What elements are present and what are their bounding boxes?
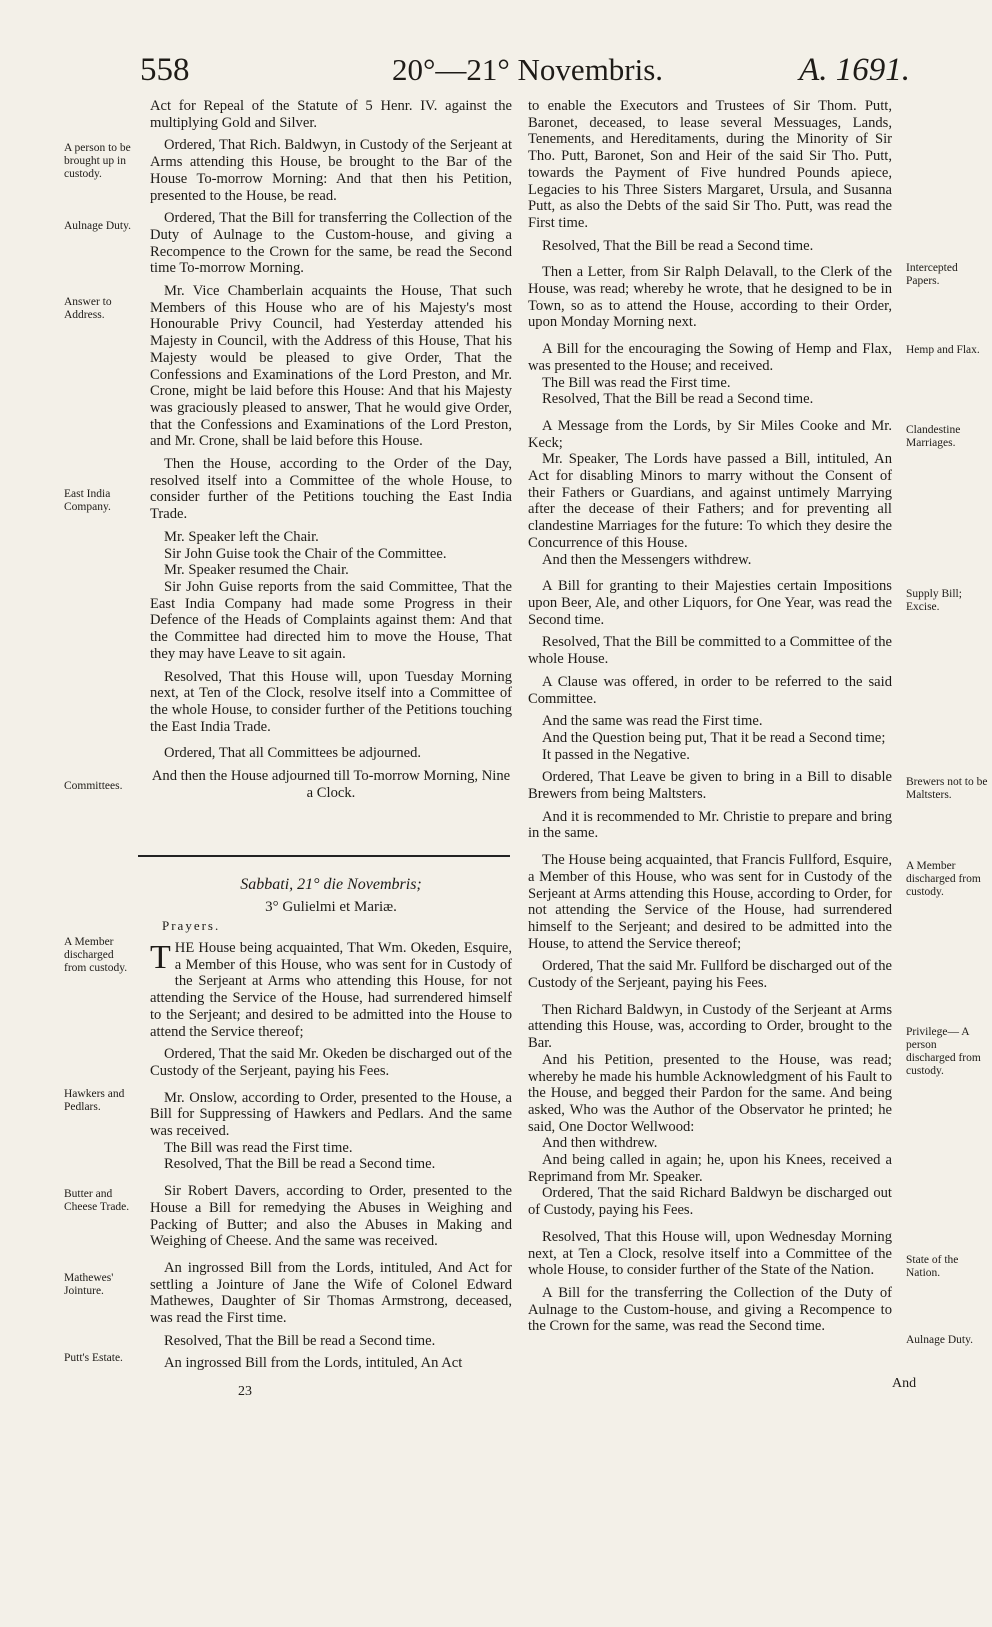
page-number: 558 <box>140 52 190 88</box>
prayers-heading: Prayers. <box>162 918 221 933</box>
margin-note: Aulnage Duty. <box>906 1334 973 1346</box>
margin-note: A person to be brought up in custody. <box>64 142 131 180</box>
page-year: A. 1691. <box>799 52 910 88</box>
paragraph: THE House being acquainted, That Wm. Okeden, Esquire, a Member of this House, who was sent for in Custody of the Serjeant at Arms who attending this House, for not attending the Service of the House, had surrendered himself to the Serjeant; and desired to be admitted into the House to attend the Service thereof; <box>150 939 512 1040</box>
paragraph: A Bill for the encouraging the Sowing of Hemp and Flax, was presented to the House; and received. <box>528 341 892 374</box>
sitting-title: Sabbati, 21° die Novembris; <box>240 876 422 893</box>
paragraph: A Bill for granting to their Majesties certain Impositions upon Beer, Ale, and other Liquors, for One Year, was read the Second time. <box>528 578 892 628</box>
margin-note: Answer to Address. <box>64 296 112 321</box>
paragraph: And then the House adjourned till To-morrow Morning, Nine a Clock. <box>151 768 511 801</box>
sitting-subtitle: 3° Gulielmi et Mariæ. <box>265 899 397 915</box>
paragraph: And the same was read the First time. <box>542 713 763 730</box>
paragraph: Ordered, That the said Mr. Fullford be discharged out of the Custody of the Serjeant, paying his Fees. <box>528 958 892 992</box>
paragraph: Ordered, That all Committees be adjourned. <box>164 745 422 762</box>
margin-note: East India Company. <box>64 488 111 513</box>
paragraph: A Clause was offered, in order to be referred to the said Committee. <box>528 673 892 707</box>
paragraph: A Bill for the transferring the Collection of the Duty of Aulnage to the Custom-house, and giving a Recompence to the Crown for the same, was read the Second time. <box>528 1285 892 1335</box>
paragraph: Sir John Guise reports from the said Committee, That the East India Company had made some Progress in their Defence of the Heads of Complaints against them: And that the Committee had directed him to move the House, That they may have Leave to sit again. <box>150 578 512 662</box>
paragraph: Ordered, That Rich. Baldwyn, in Custody of the Serjeant at Arms attending this House, be brought to the Bar of the House To-morrow Morning: And that then his Petition, presented to the House, be read. <box>150 137 512 204</box>
paragraph: Mr. Speaker resumed the Chair. <box>164 562 349 579</box>
paragraph: The Bill was read the First time. <box>542 374 731 391</box>
paragraph: Then a Letter, from Sir Ralph Delavall, to the Clerk of the House, was read; whereby he wrote, that he designed to be in Town, so as to attend the House, according to their Order, upon Monday Morning next. <box>528 264 892 331</box>
paragraph: Mr. Speaker, The Lords have passed a Bill, intituled, An Act for disabling Minors to marry without the Consent of their Fathers or Guardians, and against untimely Marrying after the decease of their Fathers; and for preventing all clandestine Marriages for the future: To which they desire the Concurrence of this House. <box>528 451 892 551</box>
margin-note: Committees. <box>64 780 123 792</box>
paragraph: Mr. Vice Chamberlain acquaints the House, That such Members of this House who are of his Majesty's most Honourable Privy Council, had Yesterday attended his Majesty in Council, with the Address of this House, That his Majesty would be pleased to give Order, That the Confessions and Examinations of the Lord Preston, and Mr. Crone, might be laid before this House: And that his Majesty was graciously pleased to answer, That he would give Order, that the Confessions and Examinations of the Lord Preston, and Mr. Crone, shall be laid before this House. <box>150 283 512 450</box>
margin-note: State of the Nation. <box>906 1254 959 1279</box>
section-divider <box>138 855 510 857</box>
catchword: And <box>892 1376 917 1391</box>
margin-note: Supply Bill; Excise. <box>906 588 962 613</box>
paragraph: Resolved, That this House will, upon Tuesday Morning next, at Ten of the Clock, resolve itself into a Committee of the whole House, to consider further of the Petitions touching the East India Trade. <box>150 668 512 735</box>
paragraph: Resolved, That the Bill be read a Second time. <box>542 391 814 408</box>
paragraph: Sir John Guise took the Chair of the Committee. <box>164 545 447 562</box>
paragraph: Resolved, That the Bill be read a Second time. <box>164 1156 436 1173</box>
paragraph: Mr. Onslow, according to Order, presented to the House, a Bill for Suppressing of Hawkers and Pedlars. And the same was received. <box>150 1089 512 1140</box>
paragraph: Then the House, according to the Order of the Day, resolved itself into a Committee of the whole House, to consider further of the Petitions touching the East India Trade. <box>150 456 512 523</box>
paragraph: Ordered, That the said Mr. Okeden be discharged out of the Custody of the Serjeant, paying his Fees. <box>150 1046 512 1079</box>
margin-note: A Member discharged from custody. <box>64 936 128 974</box>
paragraph: The Bill was read the First time. <box>164 1139 353 1156</box>
paragraph: Resolved, That the Bill be committed to a Committee of the whole House. <box>528 634 892 668</box>
drop-cap: T <box>150 939 171 976</box>
paragraph: And then the Messengers withdrew. <box>542 551 752 568</box>
paragraph: An ingrossed Bill from the Lords, intituled, And Act for settling a Jointure of Jane the Wife of Colonel Edward Mathewes, Daughter of Sir Thomas Armstrong, deceased, was read the First time. <box>150 1259 512 1327</box>
margin-note: Putt's Estate. <box>64 1352 123 1364</box>
paragraph: An ingrossed Bill from the Lords, intituled, An Act <box>164 1355 463 1372</box>
signature-mark: 23 <box>238 1384 252 1399</box>
left-column <box>150 98 512 807</box>
paragraph: And his Petition, presented to the House, was read; whereby he made his humble Acknowledgment of his Fault to the House, and begged their Pardon for the same. And being asked, Who was the Author of the Observator he printed; he said, One Doctor Wellwood: <box>528 1051 892 1135</box>
paragraph: Ordered, That the said Richard Baldwyn be discharged out of Custody, paying his Fees. <box>528 1185 892 1219</box>
margin-note: Clandestine Marriages. <box>906 424 961 449</box>
margin-note: Intercepted Papers. <box>906 262 958 287</box>
margin-note: Hawkers and Pedlars. <box>64 1088 125 1113</box>
paragraph: Resolved, That the Bill be read a Second time. <box>164 1332 436 1349</box>
paragraph: Then Richard Baldwyn, in Custody of the Serjeant at Arms attending this House, was, according to Order, brought to the Bar. <box>528 1001 892 1052</box>
paragraph: to enable the Executors and Trustees of Sir Thom. Putt, Baronet, deceased, to lease several Messuages, Lands, Tenements, and Hereditaments, during the Minority of Sir Tho. Putt, Baronet, Son and Heir of the said Sir Tho. Putt, towards the Payment of Five hundred Pounds apiece, Legacies to his Three Sisters Margaret, Ursula, and Susanna Putt, as also the Debts of the said Sir Tho. Putt, was read the First time. <box>528 98 892 231</box>
paragraph: A Message from the Lords, by Sir Miles Cooke and Mr. Keck; <box>528 417 892 451</box>
margin-note: Aulnage Duty. <box>64 220 131 232</box>
paragraph: Act for Repeal of the Statute of 5 Henr. IV. against the multiplying Gold and Silver. <box>150 98 512 131</box>
page-date: 20°—21° Novembris. <box>392 52 664 87</box>
margin-note: Brewers not to be Maltsters. <box>906 776 988 801</box>
right-column <box>528 98 892 1341</box>
paragraph: The House being acquainted, that Francis Fullford, Esquire, a Member of this House, who was sent for in Custody of the Serjeant at Arms attending this House, according to Order, for not attending the Service of the House, had surrendered himself to the Serjeant; and desired to be admitted into the House, to attend the Service thereof; <box>528 852 892 952</box>
paragraph: Sir Robert Davers, according to Order, presented to the House a Bill for remedying the Abuses in Weighing and Packing of Butter; and also the Abuses in Making and Weighing of Cheese. And the same was received. <box>150 1183 512 1250</box>
margin-note: Butter and Cheese Trade. <box>64 1188 130 1213</box>
paragraph: Mr. Speaker left the Chair. <box>164 528 319 545</box>
paragraph: It passed in the Negative. <box>542 746 690 763</box>
paragraph: And then withdrew. <box>542 1135 658 1152</box>
paragraph: Resolved, That the Bill be read a Second time. <box>542 237 814 254</box>
margin-note: A Member discharged from custody. <box>906 860 981 898</box>
paragraph: Resolved, That this House will, upon Wednesday Morning next, at Ten a Clock, resolve itself into a Committee of the whole House, to consider further of the State of the Nation. <box>528 1228 892 1279</box>
margin-note: Hemp and Flax. <box>906 344 980 356</box>
margin-note: Mathewes' Jointure. <box>64 1272 114 1297</box>
paragraph: And the Question being put, That it be read a Second time; <box>542 729 886 746</box>
paragraph: And it is recommended to Mr. Christie to prepare and bring in the same. <box>528 808 892 842</box>
margin-note: Privilege— A person discharged from custody. <box>906 1026 981 1077</box>
left-column-lower <box>150 940 512 1378</box>
paragraph: Ordered, That Leave be given to bring in a Bill to disable Brewers from being Maltsters. <box>528 769 892 803</box>
paragraph: Ordered, That the Bill for transferring the Collection of the Duty of Aulnage to the Custom-house, and giving a Recompence to the Crown for the same, be read the Second time To-morrow Morning. <box>150 210 512 277</box>
paragraph: And being called in again; he, upon his Knees, received a Reprimand from Mr. Speaker. <box>528 1152 892 1185</box>
page-header <box>130 52 910 100</box>
